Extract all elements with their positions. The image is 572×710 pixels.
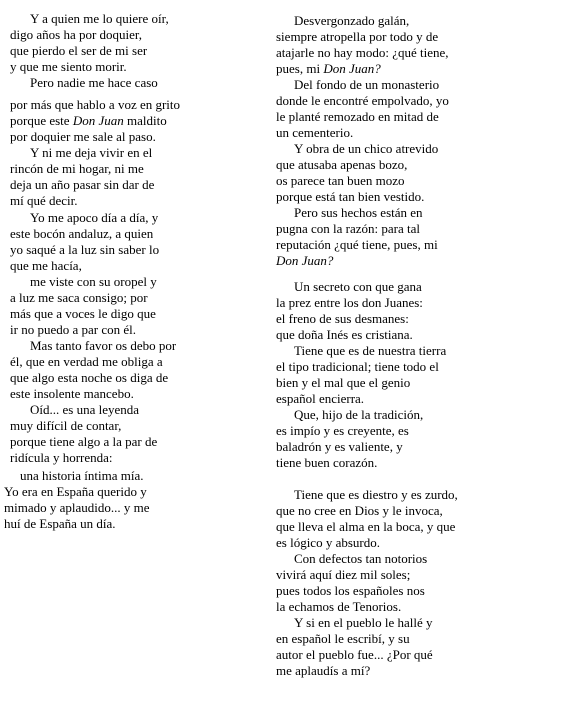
italic-title: Don Juan: [72, 113, 124, 128]
text-line: [294, 551, 427, 567]
text-line: [30, 11, 169, 27]
text-segment: este insolente mancebo.: [10, 386, 134, 401]
text-line: [276, 157, 407, 173]
text-line: [30, 210, 158, 226]
text-line: [276, 631, 410, 647]
text-segment: Con defectos tan notorios: [294, 551, 428, 566]
text-segment: pugna con la razón: para tal: [276, 221, 421, 236]
text-segment: huí de España un día.: [4, 516, 116, 531]
text-line: [10, 434, 157, 450]
text-segment: Desvergonzado galán,: [294, 13, 410, 28]
text-segment: os parece tan buen mozo: [276, 173, 405, 188]
text-line: [10, 193, 78, 209]
text-line: [276, 61, 381, 77]
text-segment: que doña Inés es cristiana.: [276, 327, 413, 342]
text-line: [10, 43, 147, 59]
text-line: [276, 45, 449, 61]
text-segment: Mas tanto favor os debo por: [30, 338, 177, 353]
text-segment: ir no puedo a par con él.: [10, 322, 136, 337]
text-segment: y que me siento morir.: [10, 59, 127, 74]
text-line: [294, 141, 438, 157]
text-segment: Que, hijo de la tradición,: [294, 407, 424, 422]
text-segment: ridícula y horrenda:: [10, 450, 113, 465]
text-line: [10, 322, 136, 338]
text-line: [294, 407, 423, 423]
text-line: [294, 487, 458, 503]
text-segment: Un secreto con que gana: [294, 279, 422, 294]
text-segment: el freno de sus desmanes:: [276, 311, 409, 326]
text-line: [276, 375, 410, 391]
text-line: [276, 663, 370, 679]
text-line: [294, 77, 439, 93]
text-line: [294, 615, 433, 631]
text-line: [294, 13, 409, 29]
text-line: [294, 279, 422, 295]
text-segment: porque tiene algo a la par de: [10, 434, 158, 449]
text-line: [276, 583, 425, 599]
text-segment: porque está tan bien vestido.: [276, 189, 425, 204]
text-line: [20, 468, 143, 484]
text-segment: Del fondo de un monasterio: [294, 77, 440, 92]
text-line: [276, 423, 409, 439]
text-line: [276, 221, 420, 237]
text-line: [294, 343, 446, 359]
text-line: [30, 145, 152, 161]
text-segment: Oíd... es una leyenda: [30, 402, 140, 417]
text-segment: bien y el mal que el genio: [276, 375, 411, 390]
text-line: [276, 125, 353, 141]
text-segment: mimado y aplaudido... y me: [4, 500, 150, 515]
text-segment: un cementerio.: [276, 125, 354, 140]
text-segment: Y ni me deja vivir en el: [30, 145, 153, 160]
text-line: [276, 519, 455, 535]
text-segment: Y a quien me lo quiere oír,: [30, 11, 169, 26]
text-segment: que no cree en Dios y le invoca,: [276, 503, 443, 518]
text-line: [30, 75, 158, 91]
text-line: [4, 500, 150, 516]
text-line: [276, 455, 377, 471]
text-segment: que algo esta noche os diga de: [10, 370, 169, 385]
text-segment: muy difícil de contar,: [10, 418, 122, 433]
text-line: [10, 258, 82, 274]
text-segment: la prez entre los don Juanes:: [276, 295, 423, 310]
text-segment: es lógico y absurdo.: [276, 535, 380, 550]
text-line: [30, 402, 139, 418]
text-segment: yo saqué a la luz sin saber lo: [10, 242, 160, 257]
text-segment: digo años ha por doquier,: [10, 27, 142, 42]
text-line: [10, 242, 159, 258]
text-segment: autor el pueblo fue... ¿Por qué: [276, 647, 433, 662]
text-segment: pues, mi: [276, 61, 324, 76]
text-line: [10, 226, 153, 242]
text-segment: Y si en el pueblo le hallé y: [294, 615, 433, 630]
text-line: [276, 503, 443, 519]
italic-title: Don Juan?: [323, 61, 381, 76]
text-segment: el tipo tradicional; tiene todo el: [276, 359, 439, 374]
text-line: [276, 29, 438, 45]
text-segment: siempre atropella por todo y de: [276, 29, 439, 44]
text-line: [10, 418, 121, 434]
text-line: [276, 567, 410, 583]
text-segment: me viste con su oropel y: [30, 274, 157, 289]
text-line: [276, 439, 403, 455]
text-segment: donde le encontré empolvado, yo: [276, 93, 449, 108]
text-line: [10, 450, 113, 466]
text-line: [276, 391, 364, 407]
text-segment: Tiene que es de nuestra tierra: [294, 343, 447, 358]
text-line: [10, 354, 163, 370]
text-segment: a luz me saca consigo; por: [10, 290, 148, 305]
text-line: [10, 97, 180, 113]
text-segment: maldito: [123, 113, 167, 128]
text-segment: Yo me apoco día a día, y: [30, 210, 159, 225]
text-segment: le planté remozado en mitad de: [276, 109, 439, 124]
text-line: [10, 290, 148, 306]
text-line: [30, 274, 157, 290]
text-line: [10, 177, 154, 193]
text-line: [10, 370, 168, 386]
text-segment: él, que en verdad me obliga a: [10, 354, 163, 369]
text-line: [276, 535, 380, 551]
text-segment: este bocón andaluz, a quien: [10, 226, 154, 241]
text-segment: vivirá aquí diez mil soles;: [276, 567, 411, 582]
text-line: [10, 59, 127, 75]
text-segment: Tiene que es diestro y es zurdo,: [294, 487, 458, 502]
text-segment: que me hacía,: [10, 258, 82, 273]
text-line: [276, 173, 405, 189]
text-line: [276, 599, 401, 615]
text-line: [276, 109, 439, 125]
text-line: [10, 161, 144, 177]
text-line: [10, 113, 167, 129]
text-segment: Pero sus hechos están en: [294, 205, 423, 220]
text-segment: más que a voces le digo que: [10, 306, 156, 321]
text-line: [276, 327, 413, 343]
text-line: [10, 129, 156, 145]
text-line: [276, 359, 439, 375]
text-line: [276, 189, 424, 205]
text-segment: porque este: [10, 113, 73, 128]
text-segment: tiene buen corazón.: [276, 455, 378, 470]
text-line: [276, 311, 409, 327]
text-segment: que atusaba apenas bozo,: [276, 157, 408, 172]
text-segment: rincón de mi hogar, ni me: [10, 161, 144, 176]
text-segment: la echamos de Tenorios.: [276, 599, 402, 614]
text-line: [276, 253, 333, 269]
text-segment: en español le escribí, y su: [276, 631, 410, 646]
text-segment: que pierdo el ser de mi ser: [10, 43, 148, 58]
text-line: [10, 386, 134, 402]
text-line: [30, 338, 176, 354]
text-segment: Yo era en España querido y: [4, 484, 147, 499]
text-segment: mí qué decir.: [10, 193, 78, 208]
text-segment: es impío y es creyente, es: [276, 423, 409, 438]
text-line: [276, 237, 438, 253]
text-segment: español encierra.: [276, 391, 365, 406]
text-line: [276, 295, 423, 311]
text-segment: que lleva el alma en la boca, y que: [276, 519, 456, 534]
text-line: [276, 647, 433, 663]
text-segment: me aplaudís a mí?: [276, 663, 371, 678]
text-segment: Y obra de un chico atrevido: [294, 141, 439, 156]
text-line: [10, 27, 142, 43]
text-segment: deja un año pasar sin dar de: [10, 177, 155, 192]
text-segment: pues todos los españoles nos: [276, 583, 425, 598]
text-segment: reputación ¿qué tiene, pues, mi: [276, 237, 438, 252]
text-segment: baladrón y es valiente, y: [276, 439, 403, 454]
text-segment: por doquier me sale al paso.: [10, 129, 156, 144]
text-line: [4, 516, 116, 532]
text-segment: atajarle no hay modo: ¿qué tiene,: [276, 45, 449, 60]
text-segment: una historia íntima mía.: [20, 468, 144, 483]
italic-title: Don Juan?: [276, 253, 334, 268]
text-line: [4, 484, 147, 500]
text-line: [294, 205, 423, 221]
text-segment: Pero nadie me hace caso: [30, 75, 158, 90]
text-segment: por más que hablo a voz en grito: [10, 97, 181, 112]
text-line: [10, 306, 156, 322]
text-line: [276, 93, 449, 109]
